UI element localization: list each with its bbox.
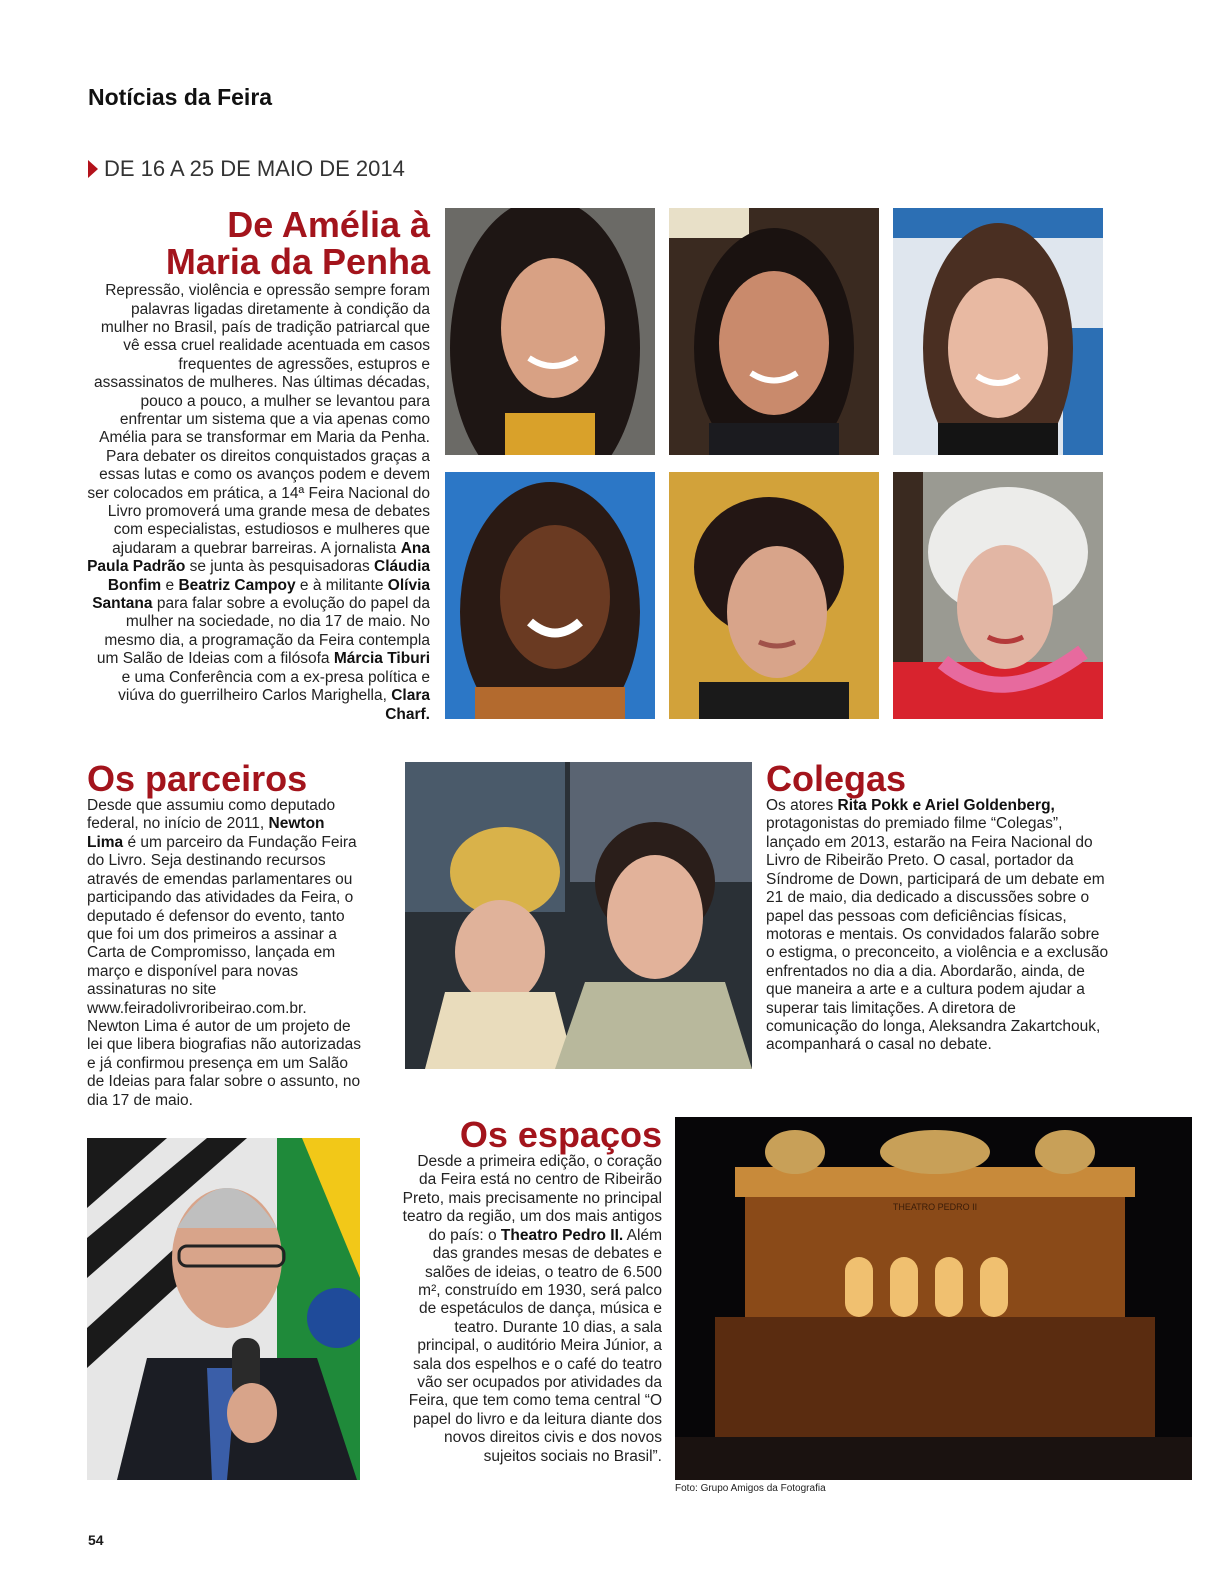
theatre-sign: THEATRO PEDRO II: [892, 1202, 978, 1212]
page-number: 54: [88, 1532, 104, 1548]
colegas-body: Os atores Rita Pokk e Ariel Goldenberg, protagonistas do premiado filme “Colegas”, lançado em 2013, estarão na Feira Nacional do Livro de Ribeirão Preto. O casal, portador da Síndrome de Down, participará de um debate em 21 de maio, dia dedicado a discussões sobre o papel das pessoas com deficiências físicas, motoras e mentais. Os convidados falarão sobre o estigma, o preconceito, a violência e a exclusão enfrentados no dia a dia. Abordarão, ainda, de que maneira a arte e a cultura podem ajudar a superar tais limitações. A diretora de comunicação do longa, Aleksandra Zakartchouk, acompanhará o casal no debate.: [766, 797, 1109, 1054]
colegas-title: Colegas: [766, 758, 907, 799]
portrait-photo-3: [893, 208, 1103, 455]
portrait-photo-5: [669, 472, 879, 719]
section-label: Notícias da Feira: [88, 84, 273, 110]
amelia-title: De Amélia à Maria da Penha: [165, 204, 430, 283]
parceiros-body: Desde que assumiu como deputado federal, no início de 2011, Newton Lima é um parceiro da Fundação Feira do Livro. Seja destinando recursos através de emendas parlamentares ou participando das atividades da Feira, o deputado é defensor do evento, tanto que foi um dos primeiros a assinar a Carta de Compromisso, lançada em março e disponível para novas assinaturas no site www.feiradolivroribeirao.com.br. Newton Lima é autor de um projeto de lei que libera biografias não autorizadas e já confirmou presença em um Salão de Ideias para falar sobre o assunto, no dia 17 de maio.: [87, 797, 362, 1109]
colegas-section: [766, 760, 1111, 1055]
photo-credit: Foto: Grupo Amigos da Fotografia: [675, 1483, 826, 1494]
portrait-photo-2: [669, 208, 879, 455]
espacos-body: Desde a primeira edição, o coração da Feira está no centro de Ribeirão Preto, mais precisamente no principal teatro da região, um dos mais antigos do país: o Theatro Pedro II. Além das grandes mesas de debates e salões de ideias, o teatro de 6.500 m², construído em 1930, será palco de espetáculos de dança, música e teatro. Durante 10 dias, a sala principal, o auditório Meira Júnior, a sala dos espelhos e o café do teatro vão ser ocupados por atividades da Feira, que tem como tema central “O papel do livro e da leitura diante dos novos direitos civis e dos novos sujeitos sociais no Brasil”.: [402, 1153, 662, 1465]
parceiros-section: [87, 760, 362, 1110]
arrow-right-icon: [88, 160, 98, 178]
theatre-photo: [675, 1117, 1192, 1480]
portrait-photo-6: [893, 472, 1103, 719]
espacos-section: [402, 1116, 662, 1466]
dateline-text: DE 16 A 25 DE MAIO DE 2014: [104, 156, 405, 181]
portrait-photo-4: [445, 472, 655, 719]
espacos-title: Os espaços: [459, 1114, 662, 1155]
deputy-photo: [87, 1138, 360, 1480]
colegas-photo: [405, 762, 752, 1069]
amelia-section: [86, 206, 430, 724]
portrait-photo-1: [445, 208, 655, 455]
amelia-body: Repressão, violência e opressão sempre foram palavras ligadas diretamente à condição da mulher no Brasil, país de tradição patriarcal que vê essa cruel realidade acentuada em casos frequentes de agressões, estupros e assassinatos de mulheres. Nas últimas décadas, pouco a pouco, a mulher se levantou para enfrentar um sistema que a via apenas como Amélia para se transformar em Maria da Penha. Para debater os direitos conquistados graças a essas lutas e como os avanços podem e devem ser colocados em prática, a 14ª Feira Nacional do Livro promoverá uma grande mesa de debates com especialistas, estudiosos e mulheres que ajudaram a quebrar barreiras. A jornalista Ana Paula Padrão se junta às pesquisadoras Cláudia Bonfim e Beatriz Campoy e à militante Olívia Santana para falar sobre a evolução do papel da mulher na sociedade, no dia 17 de maio. No mesmo dia, a programação da Feira contempla um Salão de Ideias com a filósofa Márcia Tiburi e uma Conferência com a ex-presa política e viúva do guerrilheiro Carlos Marighella, Clara Charf.: [87, 282, 430, 723]
parceiros-title: Os parceiros: [87, 758, 308, 799]
dateline: [88, 156, 405, 182]
